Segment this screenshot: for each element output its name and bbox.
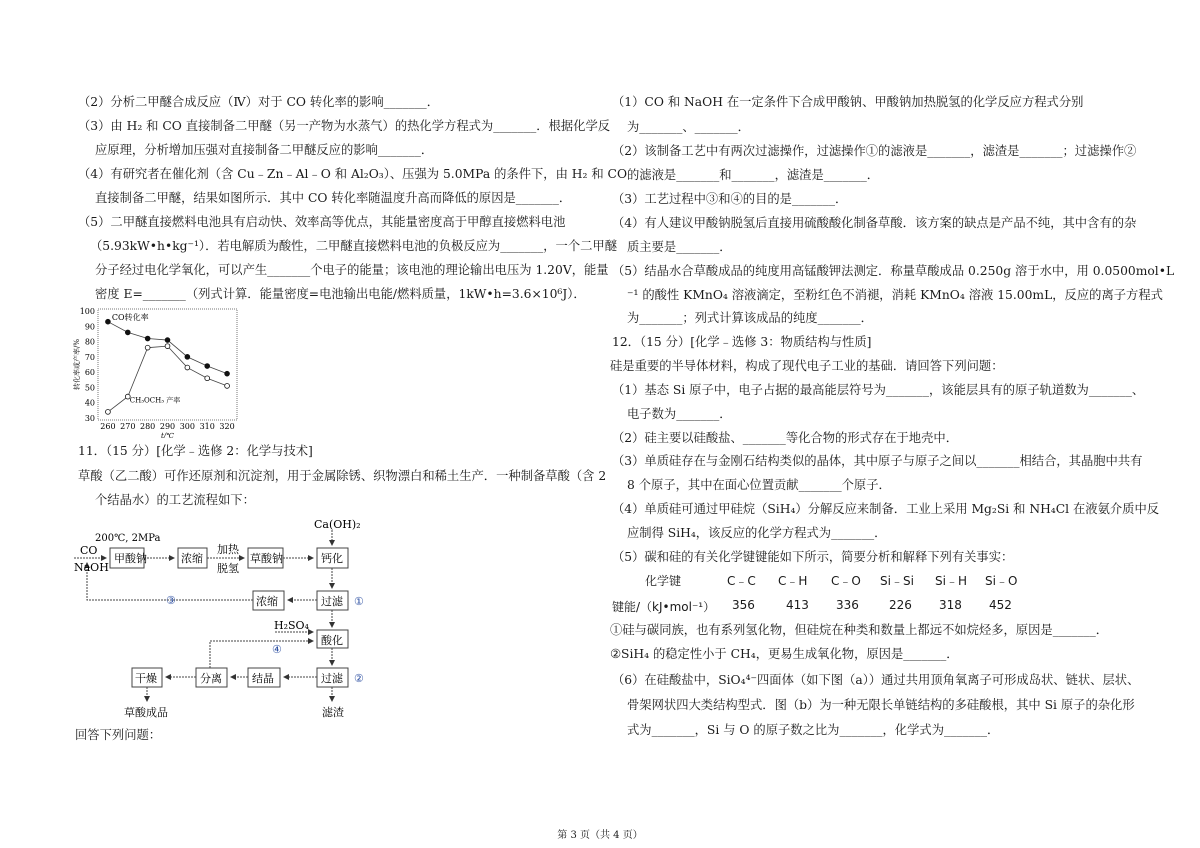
label-concentrate-1: 浓缩: [181, 552, 203, 565]
x-tick-label: 310: [199, 422, 215, 431]
x-tick-label: 270: [120, 422, 136, 431]
q11-3: （3）工艺过程中③和④的目的是_______．: [612, 192, 848, 206]
question-10-5-cont1: （5.93kW•h•kg⁻¹）．若电解质为酸性，二甲醚直接燃料电池的负极反应为_______，一个二甲醚: [90, 239, 618, 253]
q12-1-cont: 电子数为_______．: [627, 407, 732, 421]
bond-name: C﹣H: [778, 574, 808, 588]
q12-6-cont2: 式为_______，Si 与 O 的原子数之比为_______，化学式为_______．: [627, 723, 1000, 737]
q11-2-cont: 的滤液是_______和_______，滤渣是_______．: [627, 168, 880, 182]
q12-3-cont: 8 个原子，其中在面心位置贡献_______个原子．: [627, 478, 891, 492]
x-tick-label: 320: [219, 422, 235, 431]
x-axis-label: t/℃: [160, 432, 175, 438]
label-separate: 分离: [200, 672, 222, 685]
question-10-4-cont: 直接制备二甲醚，结果如图所示．其中 CO 转化率随温度升高而降低的原因是_______．: [95, 191, 572, 205]
label-dry: 干燥: [135, 672, 157, 685]
mark-2: ②: [354, 672, 364, 685]
y-tick-label: 70: [84, 352, 95, 362]
label-concentrate-2: 浓缩: [256, 595, 278, 608]
bond-name: C﹣O: [831, 574, 861, 588]
question-10-3: （3）由 H₂ 和 CO 直接制备二甲醚（另一产物为水蒸气）的热化学方程式为_______．根据化学反: [78, 119, 611, 133]
label-formate: 甲酸钠: [114, 552, 147, 565]
y-tick-label: 80: [84, 337, 95, 347]
q12-2: （2）硅主要以硅酸盐、_______等化合物的形式存在于地壳中．: [612, 431, 958, 445]
y-tick-label: 30: [84, 414, 95, 423]
answer-prompt: 回答下列问题：: [75, 728, 162, 742]
input-co: CO: [80, 544, 98, 557]
label-calcify: 钙化: [321, 552, 343, 565]
y-axis-label: 转化率或产率/%: [73, 338, 81, 391]
question-12-title: 12．（15 分）[化学﹣选修 3：物质结构与性质]: [612, 335, 872, 349]
mark-4: ④: [272, 643, 282, 656]
label-residue: 滤渣: [322, 706, 344, 719]
x-tick-label: 280: [140, 422, 156, 431]
q12-3: （3）单质硅存在与金刚石结构类似的晶体，其中原子与原子之间以_______相结合，其晶胞中共有: [612, 454, 1143, 468]
q11-4-cont: 质主要是_______．: [627, 240, 732, 254]
bond-energy: 356: [732, 598, 755, 612]
bond-name: Si﹣H: [935, 574, 967, 588]
label-caoh2: Ca(OH)₂: [314, 518, 361, 531]
y-tick-label: 40: [84, 398, 95, 408]
q12-6: （6）在硅酸盐中，SiO₄⁴⁻四面体（如下图（a））通过共用顶角氧离子可形成岛状、链状、层状、: [612, 673, 1140, 687]
label-dehydrogenate: 脱氢: [217, 562, 239, 575]
label-product: 草酸成品: [124, 706, 168, 719]
q12-4: （4）单质硅可通过甲硅烷（SiH₄）分解反应来制备．工业上采用 Mg₂Si 和 NH₄Cl 在液氨介质中反: [612, 502, 1160, 516]
legend-dme-yield: CH₃OCH₃ 产率: [129, 396, 181, 405]
question-10-2: （2）分析二甲醚合成反应（Ⅳ）对于 CO 转化率的影响_______．: [78, 95, 439, 109]
question-11-title: 11．（15 分）[化学﹣选修 2：化学与技术]: [78, 444, 313, 458]
q12-1: （1）基态 Si 原子中，电子占据的最高能层符号为_______，该能层具有的原子轨道数为_______、: [612, 383, 1145, 397]
q12-6-cont1: 骨架网状四大类结构型式．图（b）为一种无限长单链结构的多硅酸根，其中 Si 原子的杂化形: [627, 698, 1135, 712]
label-crystallize: 结晶: [252, 672, 274, 685]
page-footer: 第 3 页（共 4 页）: [557, 830, 643, 841]
y-tick-label: 60: [84, 368, 95, 378]
x-tick-label: 290: [159, 422, 176, 431]
question-12-intro: 硅是重要的半导体材料，构成了现代电子工业的基础．请回答下列问题：: [610, 359, 1004, 373]
bond-energy: 413: [786, 598, 809, 612]
label-acidify: 酸化: [321, 634, 343, 647]
q12-5-part1: ①硅与碳同族，也有系列氢化物，但硅烷在种类和数量上都远不如烷烃多，原因是_______．: [610, 623, 1109, 637]
label-filter-1: 过滤: [321, 595, 343, 608]
q12-4-cont: 应制得 SiH₄，该反应的化学方程式为_______．: [627, 526, 887, 540]
q11-2: （2）该制备工艺中有两次过滤操作，过滤操作①的滤液是_______，滤渣是_______；过滤操作②: [612, 144, 1137, 158]
q11-5-cont1: ⁻¹ 的酸性 KMnO₄ 溶液滴定，至粉红色不消褪，消耗 KMnO₄ 溶液 15.00mL，反应的离子方程式: [627, 288, 1163, 302]
question-10-5-cont2: 分子经过电化学氧化，可以产生_______个电子的能量；该电池的理论输出电压为 1.20V，能量: [95, 263, 609, 277]
legend-co-conversion: CO转化率: [111, 313, 149, 323]
question-10-4: （4）有研究者在催化剂（含 Cu﹣Zn﹣Al﹣O 和 Al₂O₃）、压强为 5.0MPa 的条件下，由 H₂ 和 CO: [78, 167, 628, 181]
label-filter-2: 过滤: [321, 672, 343, 685]
q11-5: （5）结晶水合草酸成品的纯度用高锰酸钾法测定．称量草酸成品 0.250g 溶于水中，用 0.0500mol•L: [612, 264, 1175, 278]
q12-5-part2: ②SiH₄ 的稳定性小于 CH₄，更易生成氧化物，原因是_______．: [610, 647, 959, 661]
mark-3: ③: [166, 594, 176, 607]
input-naoh: NaOH: [74, 561, 109, 574]
bond-energy: 226: [889, 598, 912, 612]
y-tick-label: 50: [84, 383, 95, 393]
q11-1: （1）CO 和 NaOH 在一定条件下合成甲酸钠、甲酸钠加热脱氢的化学反应方程式分别: [612, 95, 1084, 109]
question-10-3-cont: 应原理，分析增加压强对直接制备二甲醚反应的影响_______．: [95, 143, 434, 157]
q11-5-cont2: 为_______；列式计算该成品的纯度_______．: [627, 311, 873, 325]
bond-energy: 336: [836, 598, 859, 612]
bond-header-label: 化学键: [645, 574, 682, 588]
bond-name: Si﹣Si: [880, 574, 914, 588]
question-11-intro-cont: 个结晶水）的工艺流程如下：: [95, 493, 255, 507]
bond-energy: 318: [939, 598, 962, 612]
question-10-5-cont3: 密度 E=_______（列式计算．能量密度=电池输出电能/燃料质量，1kW•h=3.6×10⁶J）．: [95, 287, 586, 301]
label-heat: 加热: [217, 543, 239, 556]
label-h2so4: H₂SO₄: [274, 619, 309, 632]
y-tick-label: 100: [79, 307, 95, 316]
q11-4: （4）有人建议甲酸钠脱氢后直接用硫酸酸化制备草酸．该方案的缺点是产品不纯，其中含有的杂: [612, 216, 1137, 230]
x-tick-label: 260: [100, 422, 116, 431]
y-tick-label: 90: [84, 322, 95, 332]
mark-1: ①: [354, 595, 364, 608]
x-tick-label: 300: [179, 422, 195, 431]
bond-energy: 452: [989, 598, 1012, 612]
bond-name: C﹣C: [727, 574, 756, 588]
q11-1-cont: 为_______、_______．: [627, 120, 750, 134]
question-11-intro: 草酸（乙二酸）可作还原剂和沉淀剂，用于金属除锈、织物漂白和稀土生产．一种制备草酸（含 2: [78, 469, 607, 483]
condition-label: 200℃, 2MPa: [95, 533, 161, 544]
bond-name: Si﹣O: [985, 574, 1018, 588]
label-sodium-oxalate: 草酸钠: [250, 552, 283, 565]
energy-header-label: 键能/（kJ•mol⁻¹）: [612, 600, 716, 614]
question-10-5: （5）二甲醚直接燃料电池具有启动快、效率高等优点，其能量密度高于甲醇直接燃料电池: [78, 215, 566, 229]
q12-5: （5）碳和硅的有关化学键键能如下所示，简要分析和解释下列有关事实：: [612, 550, 1014, 564]
